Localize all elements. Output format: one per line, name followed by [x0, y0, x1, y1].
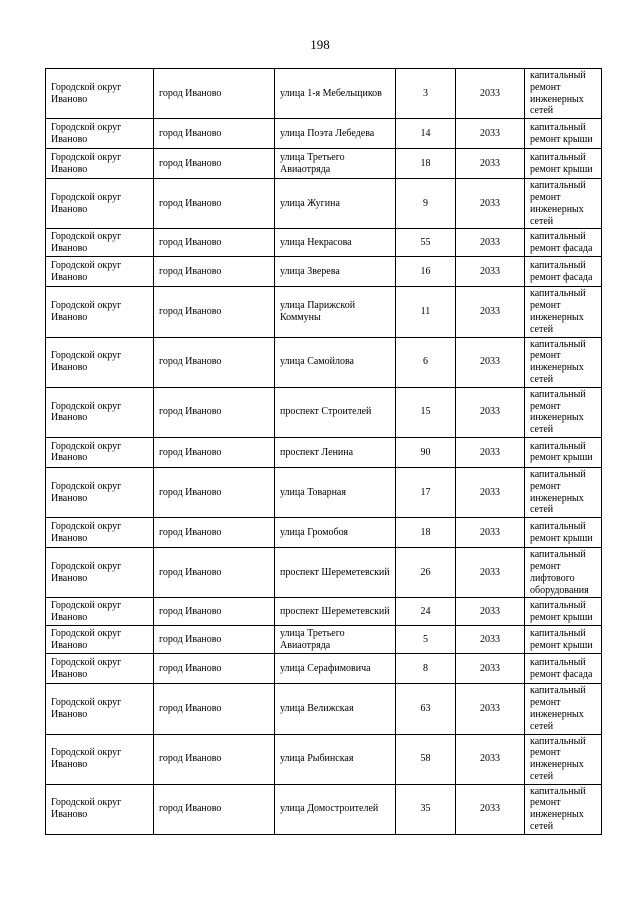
house-number-cell: 26: [396, 548, 456, 598]
table-row: [46, 654, 602, 684]
year-cell: 2033: [456, 598, 525, 626]
year-cell: 2033: [456, 179, 525, 229]
work-type-cell: капитальный ремонт инженерных сетей: [525, 337, 602, 387]
work-type-cell: капитальный ремонт лифтового оборудования: [525, 548, 602, 598]
locality-cell: город Иваново: [154, 287, 275, 337]
year-cell: 2033: [456, 518, 525, 548]
district-cell: Городской округ Иваново: [46, 69, 154, 119]
district-cell: Городской округ Иваново: [46, 437, 154, 467]
district-cell: Городской округ Иваново: [46, 654, 154, 684]
district-cell: Городской округ Иваново: [46, 179, 154, 229]
district-cell: Городской округ Иваново: [46, 598, 154, 626]
district-cell: Городской округ Иваново: [46, 119, 154, 149]
house-number-cell: 35: [396, 784, 456, 834]
street-cell: улица Серафимовича: [275, 654, 396, 684]
street-cell: улица Третьего Авиаотряда: [275, 626, 396, 654]
locality-cell: город Иваново: [154, 69, 275, 119]
district-cell: Городской округ Иваново: [46, 229, 154, 257]
work-type-cell: капитальный ремонт крыши: [525, 518, 602, 548]
house-number-cell: 5: [396, 626, 456, 654]
locality-cell: город Иваново: [154, 784, 275, 834]
year-cell: 2033: [456, 69, 525, 119]
work-type-cell: капитальный ремонт инженерных сетей: [525, 387, 602, 437]
street-cell: улица Самойлова: [275, 337, 396, 387]
table-body: [46, 69, 602, 835]
locality-cell: город Иваново: [154, 119, 275, 149]
table-row: [46, 784, 602, 834]
work-type-cell: капитальный ремонт фасада: [525, 654, 602, 684]
work-type-cell: капитальный ремонт инженерных сетей: [525, 734, 602, 784]
year-cell: 2033: [456, 654, 525, 684]
year-cell: 2033: [456, 257, 525, 287]
house-number-cell: 90: [396, 437, 456, 467]
work-type-cell: капитальный ремонт крыши: [525, 626, 602, 654]
locality-cell: город Иваново: [154, 734, 275, 784]
street-cell: улица Поэта Лебедева: [275, 119, 396, 149]
year-cell: 2033: [456, 548, 525, 598]
house-number-cell: 9: [396, 179, 456, 229]
table-row: [46, 684, 602, 734]
district-cell: Городской округ Иваново: [46, 257, 154, 287]
district-cell: Городской округ Иваново: [46, 387, 154, 437]
table-row: [46, 257, 602, 287]
district-cell: Городской округ Иваново: [46, 734, 154, 784]
year-cell: 2033: [456, 287, 525, 337]
locality-cell: город Иваново: [154, 337, 275, 387]
house-number-cell: 15: [396, 387, 456, 437]
year-cell: 2033: [456, 149, 525, 179]
table-row: [46, 229, 602, 257]
year-cell: 2033: [456, 119, 525, 149]
house-number-cell: 58: [396, 734, 456, 784]
house-number-cell: 11: [396, 287, 456, 337]
street-cell: улица Громобоя: [275, 518, 396, 548]
street-cell: улица Третьего Авиаотряда: [275, 149, 396, 179]
district-cell: Городской округ Иваново: [46, 684, 154, 734]
table-row: [46, 287, 602, 337]
year-cell: 2033: [456, 467, 525, 517]
locality-cell: город Иваново: [154, 548, 275, 598]
table-row: [46, 179, 602, 229]
street-cell: улица Товарная: [275, 467, 396, 517]
house-number-cell: 8: [396, 654, 456, 684]
locality-cell: город Иваново: [154, 257, 275, 287]
table-row: [46, 149, 602, 179]
district-cell: Городской округ Иваново: [46, 784, 154, 834]
table-row: [46, 337, 602, 387]
year-cell: 2033: [456, 734, 525, 784]
locality-cell: город Иваново: [154, 626, 275, 654]
district-cell: Городской округ Иваново: [46, 149, 154, 179]
house-number-cell: 6: [396, 337, 456, 387]
capital-repair-table: [45, 68, 602, 835]
table-row: [46, 518, 602, 548]
house-number-cell: 63: [396, 684, 456, 734]
house-number-cell: 55: [396, 229, 456, 257]
table-row: [46, 437, 602, 467]
street-cell: проспект Шереметевский: [275, 548, 396, 598]
street-cell: улица Жугина: [275, 179, 396, 229]
district-cell: Городской округ Иваново: [46, 287, 154, 337]
locality-cell: город Иваново: [154, 598, 275, 626]
street-cell: улица Рыбинская: [275, 734, 396, 784]
district-cell: Городской округ Иваново: [46, 548, 154, 598]
work-type-cell: капитальный ремонт инженерных сетей: [525, 69, 602, 119]
house-number-cell: 18: [396, 518, 456, 548]
year-cell: 2033: [456, 626, 525, 654]
locality-cell: город Иваново: [154, 654, 275, 684]
house-number-cell: 14: [396, 119, 456, 149]
house-number-cell: 3: [396, 69, 456, 119]
table-row: [46, 626, 602, 654]
table-row: [46, 467, 602, 517]
street-cell: улица Домостроителей: [275, 784, 396, 834]
district-cell: Городской округ Иваново: [46, 337, 154, 387]
locality-cell: город Иваново: [154, 387, 275, 437]
locality-cell: город Иваново: [154, 179, 275, 229]
district-cell: Городской округ Иваново: [46, 518, 154, 548]
year-cell: 2033: [456, 784, 525, 834]
year-cell: 2033: [456, 437, 525, 467]
table-row: [46, 387, 602, 437]
locality-cell: город Иваново: [154, 684, 275, 734]
street-cell: улица Зверева: [275, 257, 396, 287]
street-cell: проспект Ленина: [275, 437, 396, 467]
table-row: [46, 734, 602, 784]
locality-cell: город Иваново: [154, 518, 275, 548]
street-cell: улица Велижская: [275, 684, 396, 734]
house-number-cell: 17: [396, 467, 456, 517]
table-row: [46, 119, 602, 149]
year-cell: 2033: [456, 229, 525, 257]
table-row: [46, 598, 602, 626]
street-cell: проспект Шереметевский: [275, 598, 396, 626]
table-row: [46, 69, 602, 119]
street-cell: улица Некрасова: [275, 229, 396, 257]
street-cell: проспект Строителей: [275, 387, 396, 437]
work-type-cell: капитальный ремонт крыши: [525, 437, 602, 467]
year-cell: 2033: [456, 684, 525, 734]
work-type-cell: капитальный ремонт инженерных сетей: [525, 179, 602, 229]
table-row: [46, 548, 602, 598]
work-type-cell: капитальный ремонт инженерных сетей: [525, 684, 602, 734]
year-cell: 2033: [456, 387, 525, 437]
work-type-cell: капитальный ремонт инженерных сетей: [525, 287, 602, 337]
locality-cell: город Иваново: [154, 437, 275, 467]
work-type-cell: капитальный ремонт крыши: [525, 149, 602, 179]
locality-cell: город Иваново: [154, 229, 275, 257]
work-type-cell: капитальный ремонт крыши: [525, 119, 602, 149]
district-cell: Городской округ Иваново: [46, 467, 154, 517]
page-number: 198: [310, 37, 330, 52]
work-type-cell: капитальный ремонт инженерных сетей: [525, 467, 602, 517]
locality-cell: город Иваново: [154, 467, 275, 517]
house-number-cell: 24: [396, 598, 456, 626]
work-type-cell: капитальный ремонт фасада: [525, 257, 602, 287]
street-cell: улица 1-я Мебельщиков: [275, 69, 396, 119]
work-type-cell: капитальный ремонт фасада: [525, 229, 602, 257]
work-type-cell: капитальный ремонт крыши: [525, 598, 602, 626]
work-type-cell: капитальный ремонт инженерных сетей: [525, 784, 602, 834]
year-cell: 2033: [456, 337, 525, 387]
house-number-cell: 16: [396, 257, 456, 287]
street-cell: улица Парижской Коммуны: [275, 287, 396, 337]
district-cell: Городской округ Иваново: [46, 626, 154, 654]
locality-cell: город Иваново: [154, 149, 275, 179]
house-number-cell: 18: [396, 149, 456, 179]
